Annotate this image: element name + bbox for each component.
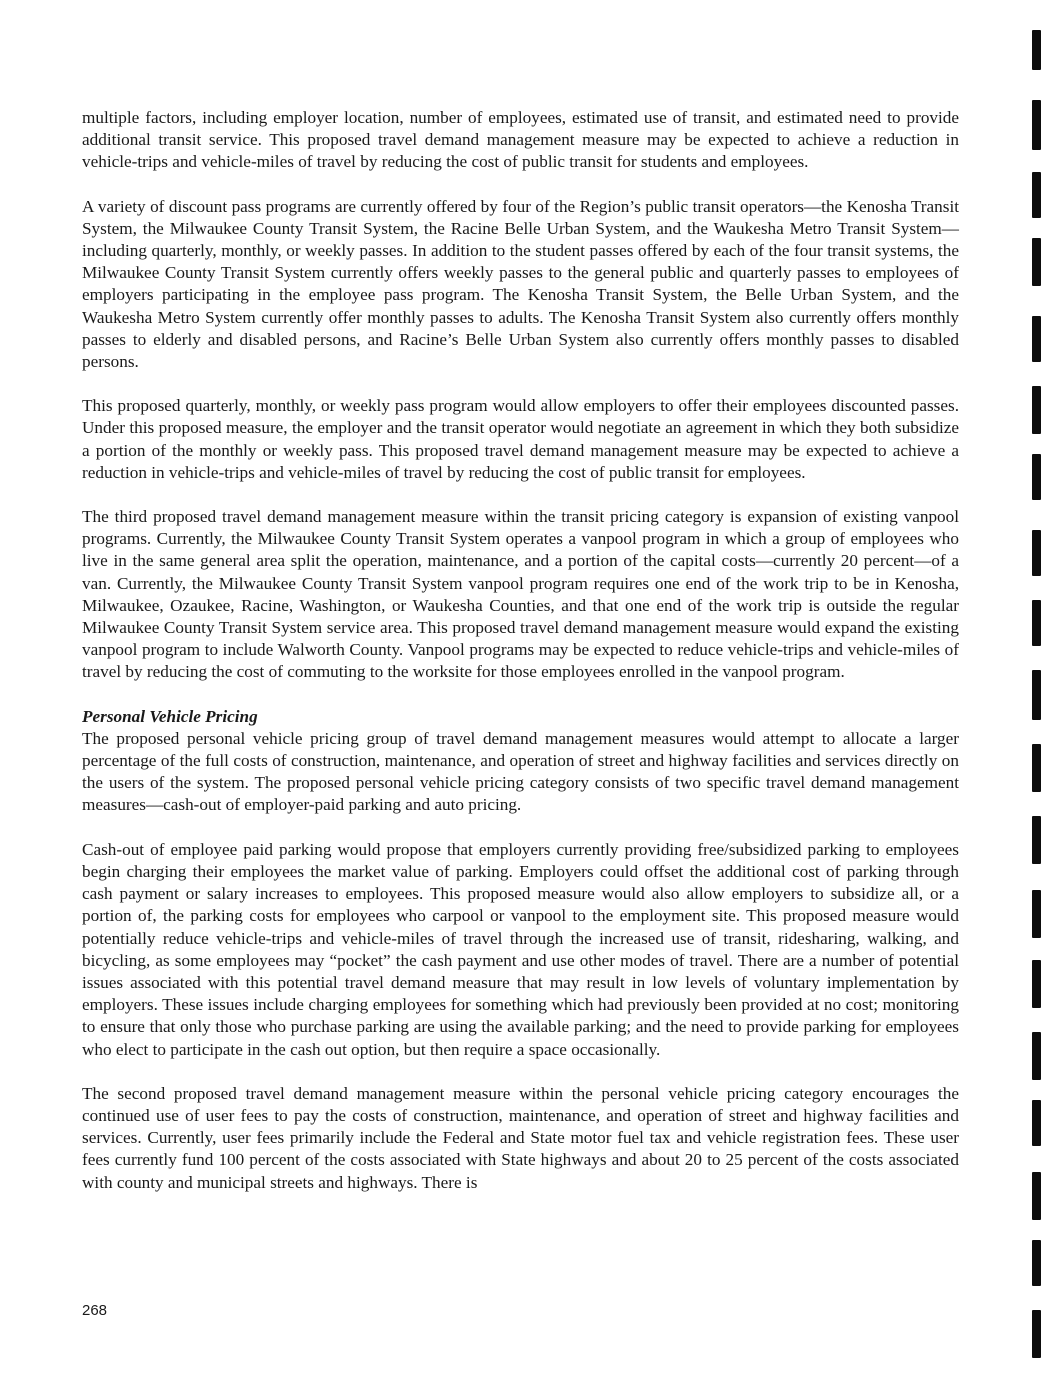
scan-edge-mark [1032, 316, 1041, 362]
scan-edge-mark [1032, 600, 1041, 646]
scan-edge-mark [1032, 172, 1041, 218]
scan-edge-mark [1032, 530, 1041, 576]
scan-edge-mark [1032, 816, 1041, 864]
paragraph-personal-vehicle-pricing-intro: The proposed personal vehicle pricing group of travel demand management measures would attempt to allocate a larger percentage of the full costs of construction, maintenance, and operation of street and highway facilities and services directly on the users of the system. The proposed personal vehicle pricing category consists of two specific travel demand management measures—cash-out of employer-paid parking and auto pricing. [82, 728, 959, 815]
paragraph-user-fees: The second proposed travel demand management measure within the personal vehicle pricing category encourages the continued use of user fees to pay the costs of construction, maintenance, and operation of street and highway facilities and services. Currently, user fees primarily include the Federal and State motor fuel tax and vehicle registration fees. These user fees currently fund 100 percent of the costs associated with State highways and about 20 to 25 percent of the costs associated with county and municipal streets and highways. There is [82, 1083, 959, 1192]
scan-edge-mark [1032, 238, 1041, 286]
scan-edge-mark [1032, 1100, 1041, 1146]
paragraph-vanpool-expansion: The third proposed travel demand management measure within the transit pricing category is expansion of existing vanpool programs. Currently, the Milwaukee County Transit System operates a vanpool program in which a group of employees who live in the same general area split the operation, maintenance, and a portion of the capital costs—currently 20 percent—of a van. Currently, the Milwaukee County Transit System vanpool program requires one end of the work trip to be in Kenosha, Milwaukee, Ozaukee, Racine, Washington, or Waukesha Counties, and that one end of the work trip is outside the regular Milwaukee County Transit System service area. This proposed travel demand management measure would expand the existing vanpool program to include Walworth County. Vanpool programs may be expected to reduce vehicle-trips and vehicle-miles of travel by reducing the cost of commuting to the worksite for those employees enrolled in the vanpool program. [82, 507, 959, 682]
scan-edge-mark [1032, 1310, 1041, 1358]
paragraph-employer-pass-program: This proposed quarterly, monthly, or weekly pass program would allow employers to offer their employees discounted passes. Under this proposed measure, the employer and the transit operator would negotiate an agreement in which they both subsidize a portion of the monthly or weekly pass. This proposed travel demand management measure may be expected to achieve a reduction in vehicle-trips and vehicle-miles of travel by reducing the cost of public transit for employees. [82, 396, 959, 482]
scan-edge-mark [1032, 30, 1041, 70]
scan-edge-mark [1032, 386, 1041, 434]
paragraph-parking-cash-out: Cash-out of employee paid parking would propose that employers currently providing free/subsidized parking to employees begin charging their employees the market value of parking. Employers could offset the additional cost of parking through cash payment or salary increases to employees. This proposed measure would also allow employers to subsidize all, or a portion of, the parking costs for employees who carpool or vanpool to the employment site. This proposed measure would potentially reduce vehicle-trips and vehicle-miles of travel through the increased use of transit, ridesharing, walking, and bicycling, as some employees may “pocket” the cash payment and use other modes of travel. There are a number of potential issues associated with this potential travel demand measure that may result in low levels of voluntary implementation by employers. These issues include charging employees for something which had previously been provided at no cost; monitoring to ensure that only those who purchase parking are using the available parking; and the need to provide parking for employees who elect to participate in the cash out option, but then require a space occasionally. [82, 839, 959, 1059]
scan-edge-mark [1032, 1240, 1041, 1286]
scan-edge-mark [1032, 890, 1041, 938]
scan-edge-mark [1032, 100, 1041, 150]
page-body [82, 107, 959, 1216]
paragraph-transit-pass-cost: multiple factors, including employer location, number of employees, estimated use of transit, and estimated need to provide additional transit service. This proposed travel demand management measure may be expected to achieve a reduction in vehicle-trips and vehicle-miles of travel by reducing the cost of public transit for students and employees. [82, 108, 959, 172]
paragraph-discount-pass-programs: A variety of discount pass programs are currently offered by four of the Region’s public transit operators—the Kenosha Transit System, the Milwaukee County Transit System, the Racine Belle Urban System, and the Waukesha Metro Transit System—including quarterly, monthly, or weekly passes. In addition to the student passes offered by each of the four transit systems, the Milwaukee County Transit System currently offers weekly passes to the general public and quarterly passes to employees of employers participating in the employee pass program. The Kenosha Transit System, the Belle Urban System, and the Waukesha Metro System currently offer monthly passes to adults. The Kenosha Transit System also currently offers monthly passes to elderly and disabled persons, and Racine’s Belle Urban System also currently offers monthly passes to disabled persons. [82, 196, 959, 372]
scan-edge-mark [1032, 670, 1041, 720]
scan-edge-marks [1032, 0, 1057, 1379]
scan-edge-mark [1032, 454, 1041, 500]
page-number: 268 [82, 1302, 108, 1319]
scan-edge-mark [1032, 744, 1041, 792]
scan-edge-mark [1032, 960, 1041, 1008]
section-heading-personal-vehicle-pricing: Personal Vehicle Pricing [82, 706, 258, 726]
scan-edge-mark [1032, 1032, 1041, 1080]
scan-edge-mark [1032, 1172, 1041, 1220]
